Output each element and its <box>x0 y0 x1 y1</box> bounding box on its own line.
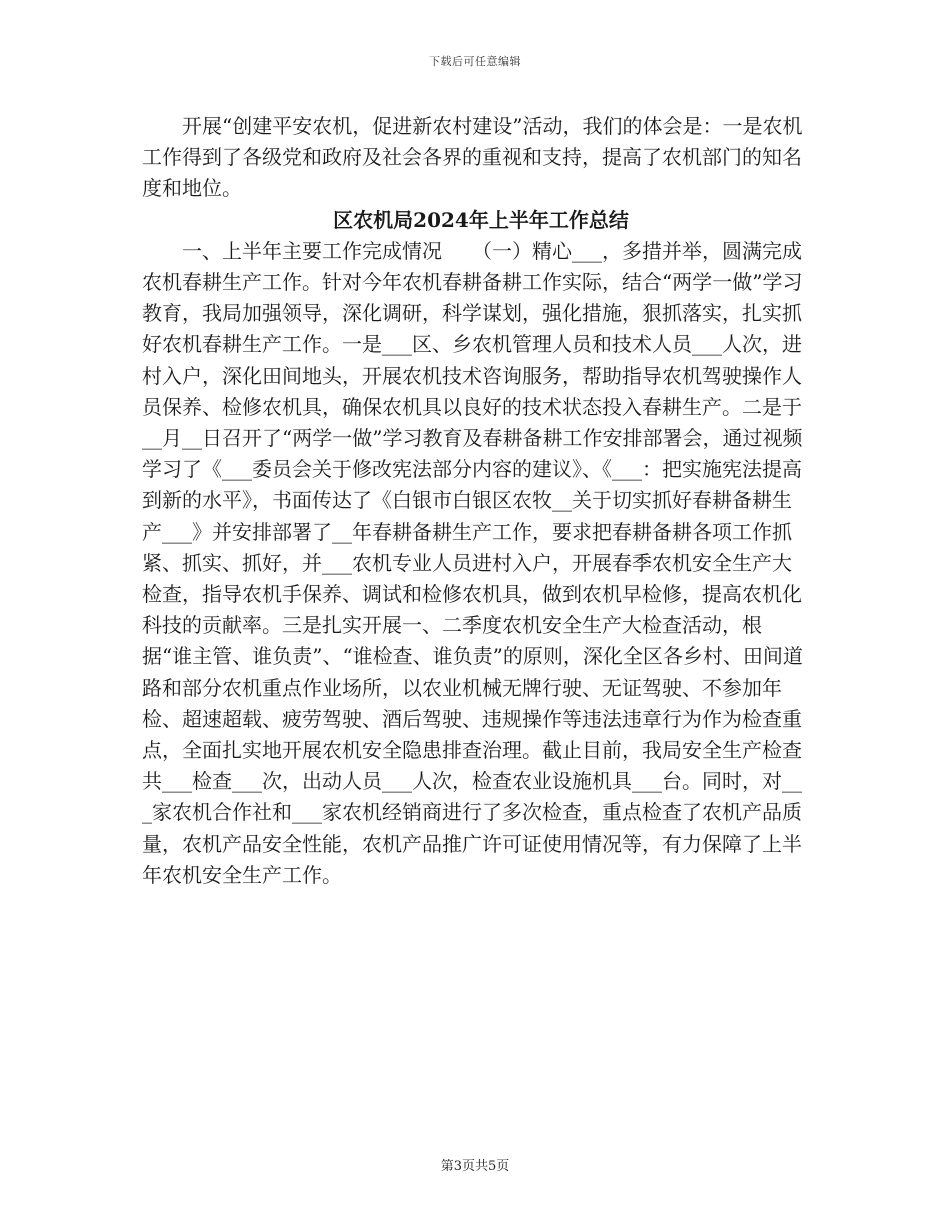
header-note: 下载后可任意编辑 <box>429 55 521 68</box>
body-paragraph: 一、上半年主要工作完成情况 （一）精心___，多措并举，圆满完成农机春耕生产工作。针对今年农机春耕备耕工作实际，结合“两学一做”学习教育，我局加强领导，深化调研，科学谋划，强化措施，狠抓落实，扎实抓好农机春耕生产工作。一是___区、乡农机管理人员和技术人员___人次，进村入户，深化田间地头，开展农机技术咨询服务，帮助指导农机驾驶操作人员保养、检修农机具，确保农机具以良好的技术状态投入春耕生产。二是于__月__日召开了“两学一做”学习教育及春耕备耕工作安排部署会，通过视频学习了《___委员会关于修改宪法部分内容的建议》、《___：把实施宪法提高到新的水平》，书面传达了《白银市白银区农牧__关于切实抓好春耕备耕生产___》并安排部署了__年春耕备耕生产工作，要求把春耕备耕各项工作抓紧、抓实、抓好，并___农机专业人员进村入户，开展春季农机安全生产大检查，指导农机手保养、调试和检修农机具，做到农机早检修，提高农机化科技的贡献率。三是扎实开展一、二季度农机安全生产大检查活动，根据“谁主管、谁负责”、“谁检查、谁负责”的原则，深化全区各乡村、田间道路和部分农机重点作业场所，以农业机械无牌行驶、无证驾驶、不参加年检、超速超载、疲劳驾驶、酒后驾驶、违规操作等违法违章行为作为检查重点，全面扎实地开展农机安全隐患排查治理。截止目前，我局安全生产检查共___检查___次，出动人员___人次，检查农业设施机具___台。同时，对___家农机合作社和___家农机经销商进行了多次检查，重点检查了农机产品质量，农机产品安全性能，农机产品推广许可证使用情况等，有力保障了上半年农机安全生产工作。 <box>142 238 803 887</box>
page-number: 第3页共5页 <box>440 1159 510 1174</box>
document-body <box>142 111 810 891</box>
intro-paragraph: 开展“创建平安农机，促进新农村建设”活动，我们的体会是：一是农机工作得到了各级党和政府及社会各界的重视和支持，提高了农机部门的知名度和地位。 <box>142 114 803 201</box>
document-title: 区农机局2024年上半年工作总结 <box>333 207 629 232</box>
